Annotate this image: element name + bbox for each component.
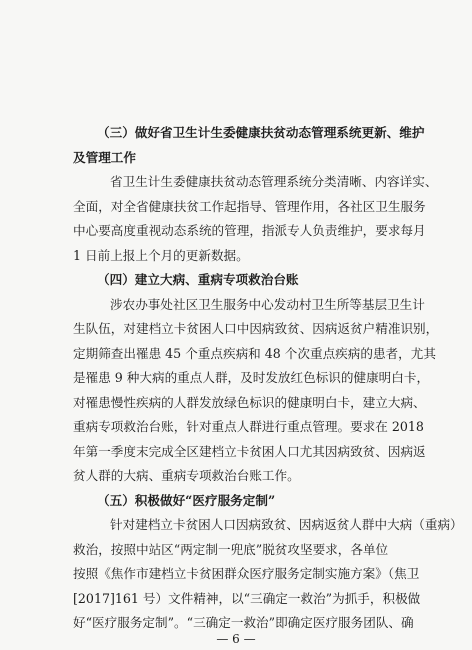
- paragraph-line: 全面，对全省健康扶贫工作起指导、管理作用，各社区卫生服务: [73, 198, 426, 214]
- paragraph-line: 好“医疗服务定制”。“三确定一救治”即确定医疗服务团队、确: [73, 615, 414, 630]
- paragraph-line: 对罹患慢性疾病的人群发放绿色标识的健康明白卡，建立大病、: [73, 394, 426, 410]
- paragraph-line: 贫人群的大病、重病专项救治台账工作。: [73, 468, 300, 483]
- paragraph-line: 年第一季度末完成全区建档立卡贫困人口尤其因病致贫、因病返: [73, 443, 426, 459]
- paragraph-line: [2017]161 号）文件精神，以“三确定一救治”为抓手，积极做: [73, 590, 421, 606]
- section-heading-5: （五）积极做好“医疗服务定制”: [97, 492, 276, 508]
- section-heading-3: （三）做好省卫生计生委健康扶贫动态管理系统更新、维护: [97, 125, 425, 140]
- paragraph-line: 定期筛查出罹患 45 个重点疾病和 48 个次重点疾病的患者，尤其: [73, 345, 436, 361]
- paragraph-line: 中心要高度重视动态系统的管理，指派专人负责维护，要求每月: [73, 223, 426, 238]
- paragraph-line: 救治，按照中站区“两定制一兜底”脱贫攻坚要求，各单位: [73, 541, 389, 557]
- paragraph-line: 省卫生计生委健康扶贫动态管理系统分类清晰、内容详实、: [110, 174, 438, 189]
- paragraph-line: 重病专项救治台账，针对重点人群进行重点管理。要求在 2018: [73, 419, 424, 434]
- paragraph-line: 涉农办事处社区卫生服务中心发动村卫生所等基层卫生计: [110, 296, 425, 312]
- section-heading-4: （四）建立大病、重病专项救治台账: [97, 272, 299, 287]
- paragraph-line: 按照《焦作市建档立卡贫困群众医疗服务定制实施方案》（焦卫: [73, 566, 420, 581]
- paragraph-line: 针对建档立卡贫困人口因病致贫、因病返贫人群中大病（重病）: [110, 517, 463, 532]
- paragraph-line: 生队伍，对建档立卡贫困人口中因病致贫、因病返贫户精准识别，: [73, 321, 439, 336]
- paragraph-line: 是罹患 9 种大病的重点人群，及时发放红色标识的健康明白卡，: [73, 370, 430, 385]
- page-number: — 6 —: [216, 632, 256, 646]
- section-heading-3-continued: 及管理工作: [73, 149, 136, 165]
- paragraph-line: 1 日前上报上个月的更新数据。: [73, 247, 249, 263]
